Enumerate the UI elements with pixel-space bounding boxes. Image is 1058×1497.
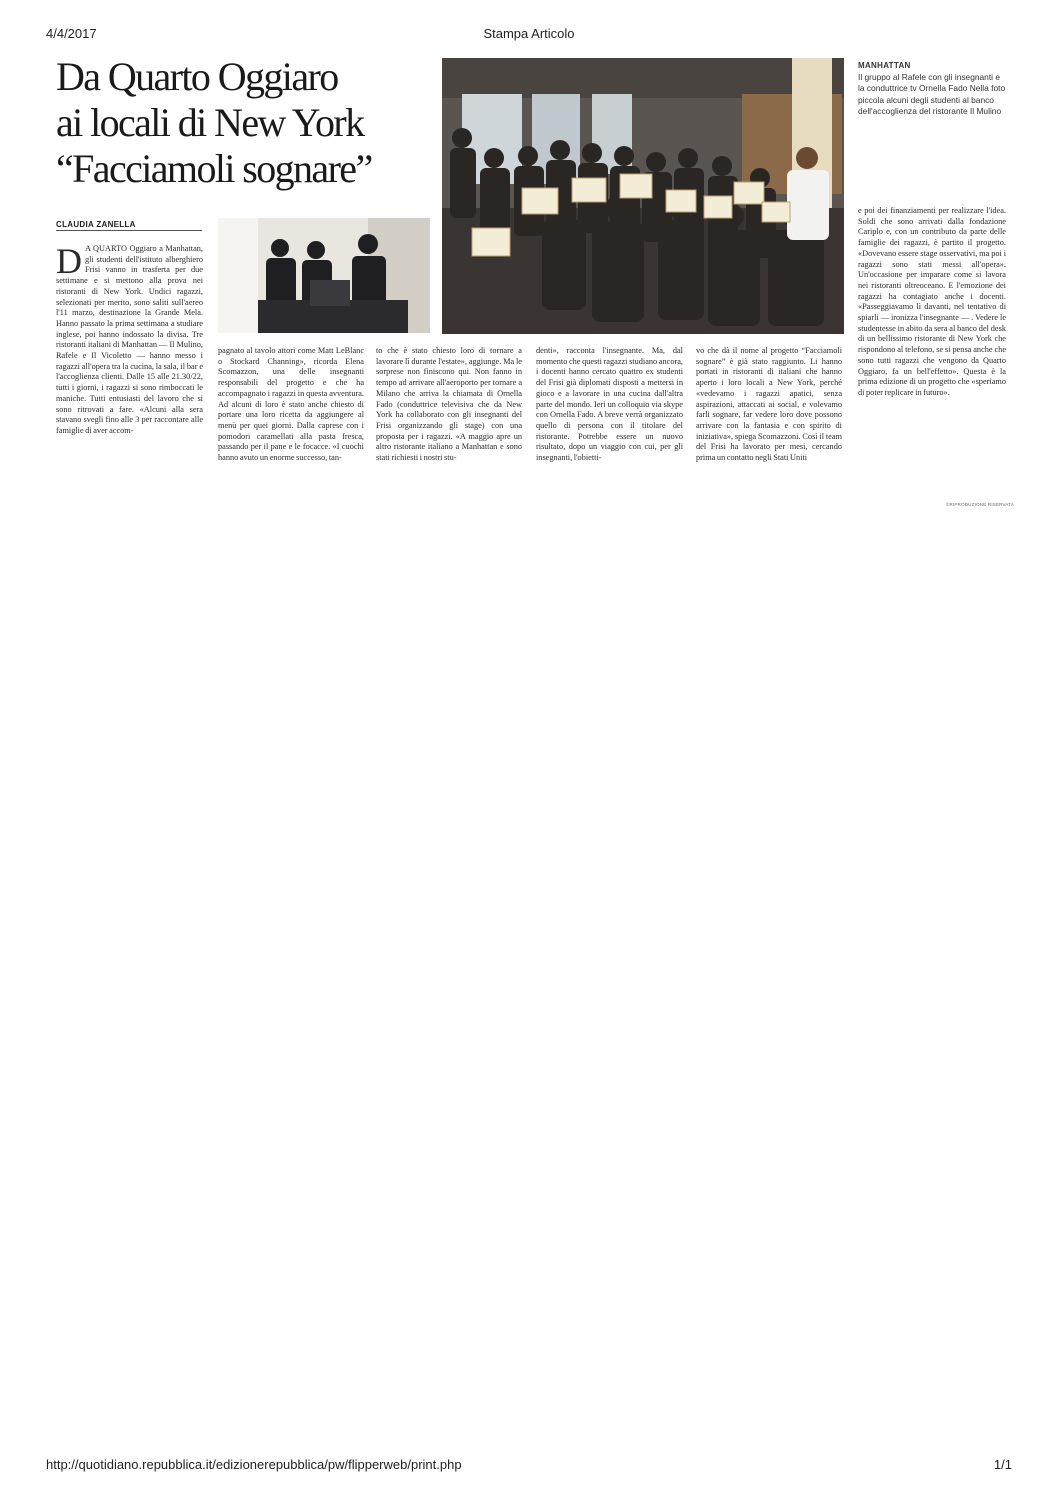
headline-line-2: ai locali di New York bbox=[56, 100, 364, 145]
page-number: 1/1 bbox=[993, 1457, 1012, 1472]
article-column-2 bbox=[218, 346, 364, 464]
photo-caption bbox=[858, 60, 1006, 118]
caption-label: MANHATTAN bbox=[858, 61, 911, 70]
caption-text: Il gruppo al Rafele con gli insegnanti e la conduttrice tv Ornella Fado Nella foto piccola alcuni degli studenti al banco dell'accoglienza del ristorante Il Mulino bbox=[858, 71, 1006, 117]
print-header bbox=[46, 26, 1012, 44]
column-text: vo che dà il nome al progetto “Facciamoli sognare” è già stato raggiunto. Li hanno portati in ristoranti di italiani che hanno aperto i loro locali a New York, perché «vedevamo i ragazzi apatici, senza aspirazioni, attaccati ai social, e volevamo farli sognare, far vedere loro dove possono arrivare con la fantasia e con spirito di iniziativa», spiega Scomazzoni. Così il team del Frisi ha lavorato per mesi, cercando prima un contatto negli Stati Uniti bbox=[696, 346, 842, 463]
headline-line-3: “Facciamoli sognare” bbox=[56, 146, 372, 191]
article-column-1 bbox=[56, 241, 203, 437]
small-reception-photo bbox=[218, 218, 430, 333]
print-date: 4/4/2017 bbox=[46, 26, 97, 41]
column-text: e poi dei finanziamenti per realizzare l'idea. Soldi che sono arrivati dalla fondazione Cariplo e, con un contributo da parte delle famiglie dei ragazzi, è partito il progetto. «Dovevano essere stage osservativi, ma poi i ragazzi sono stati messi all'opera». Un'occasione per imparare come si lavora nei ristoranti oltreoceano. E l'emozione dei ragazzi ha contagiato anche i docenti. «Passeggiavamo lì davanti, nel tentativo di spiarli — ironizza l'insegnante — . Vedere le studentesse in abito da sera al banco del desk di un bellissimo ristorante di New York che rispondono al telefono, se si pensa anche che sono tutti ragazzi che vengono da Quarto Oggiaro, fa un bell'effetto». Questa è la prima edizione di un progetto che «speriamo di poter replicare in futuro». bbox=[858, 206, 1006, 397]
column-text: denti», racconta l'insegnante. Ma, dal momento che questi ragazzi studiano ancora, i docenti hanno cercato quattro ex studenti del Frisi già diplomati disposti a mettersi in gioco e a lavorare in una cucina dall'altra parte del mondo. Ieri un colloquio via skype con Ornella Fado. A breve verrà organizzato quello di persona con il titolare del ristorante. Potrebbe essere un nuovo risultato, dopo un viaggio con cui, per gli insegnanti, l'obietti- bbox=[536, 346, 683, 463]
main-group-photo bbox=[442, 58, 844, 334]
article-column-4 bbox=[536, 346, 683, 464]
article-column-6 bbox=[858, 206, 1006, 399]
headline-line-1: Da Quarto Oggiaro bbox=[56, 54, 338, 99]
print-footer bbox=[46, 1457, 1012, 1475]
source-url-link[interactable]: http://quotidiano.repubblica.it/edizionerepubblica/pw/flipperweb/print.php bbox=[46, 1457, 462, 1472]
article-headline bbox=[56, 54, 436, 192]
copyright-note: ©RIPRODUZIONE RISERVATA bbox=[946, 502, 1015, 507]
column-text: pagnato al tavolo attori come Matt LeBlanc o Stockard Channing», ricorda Elena Scomazzon, una delle insegnanti responsabili del progetto e che ha accompagnato i ragazzi in questa avventura. Ad alcuni di loro è stato anche chiesto di portare una loro ricetta da aggiungere al menù per quei giorni. Dalla caprese con i pomodori caramellati alla pasta fresca, passando per il pane e le focacce. «I cuochi hanno avuto un enorme successo, tan- bbox=[218, 346, 364, 463]
article-column-5 bbox=[696, 346, 842, 464]
drop-cap: D bbox=[56, 241, 82, 281]
column-text: A QUARTO Oggiaro a Manhattan, gli studenti dell'istituto alberghiero Frisi vanno in trasferta per due settimane e si mettono alla prova nei ristoranti di New York. Undici ragazzi, selezionati per merito, sono saliti sull'aereo l'11 marzo, destinazione la Grande Mela. Hanno passato la prima settimana a studiare inglese, poi hanno indossato la divisa. Tre ristoranti italiani di Manhattan — Il Mulino, Rafele e Il Vicoletto — hanno messo i ragazzi all'opera tra la cucina, la sala, il bar e l'accoglienza clienti. Dalle 15 alle 21.30/22, tutti i giorni, i ragazzi si sono rimboccati le maniche. Tutti entusiasti del lavoro che si sono ritrovati a fare. «Alcuni alla sera stavano svegli fino alle 3 per raccontare alle famiglie di aver accom- bbox=[56, 244, 203, 435]
article-column-3 bbox=[376, 346, 522, 464]
print-title: Stampa Articolo bbox=[483, 26, 575, 41]
column-text: to che è stato chiesto loro di tornare a lavorare lì durante l'estate», aggiunge. Ma le sorprese non finiscono qui. Non fanno in tempo ad arrivare all'aeroporto per tornare a Milano che arriva la chiamata di Ornella Fado (conduttrice televisiva che da New York ha collaborato con gli insegnanti del Frisi organizzando gli stage) con una proposta per i ragazzi. «A maggio apre un altro ristorante italiano a Manhattan e sono stati richiesti i nostri stu- bbox=[376, 346, 522, 463]
byline: CLAUDIA ZANELLA bbox=[56, 220, 202, 231]
